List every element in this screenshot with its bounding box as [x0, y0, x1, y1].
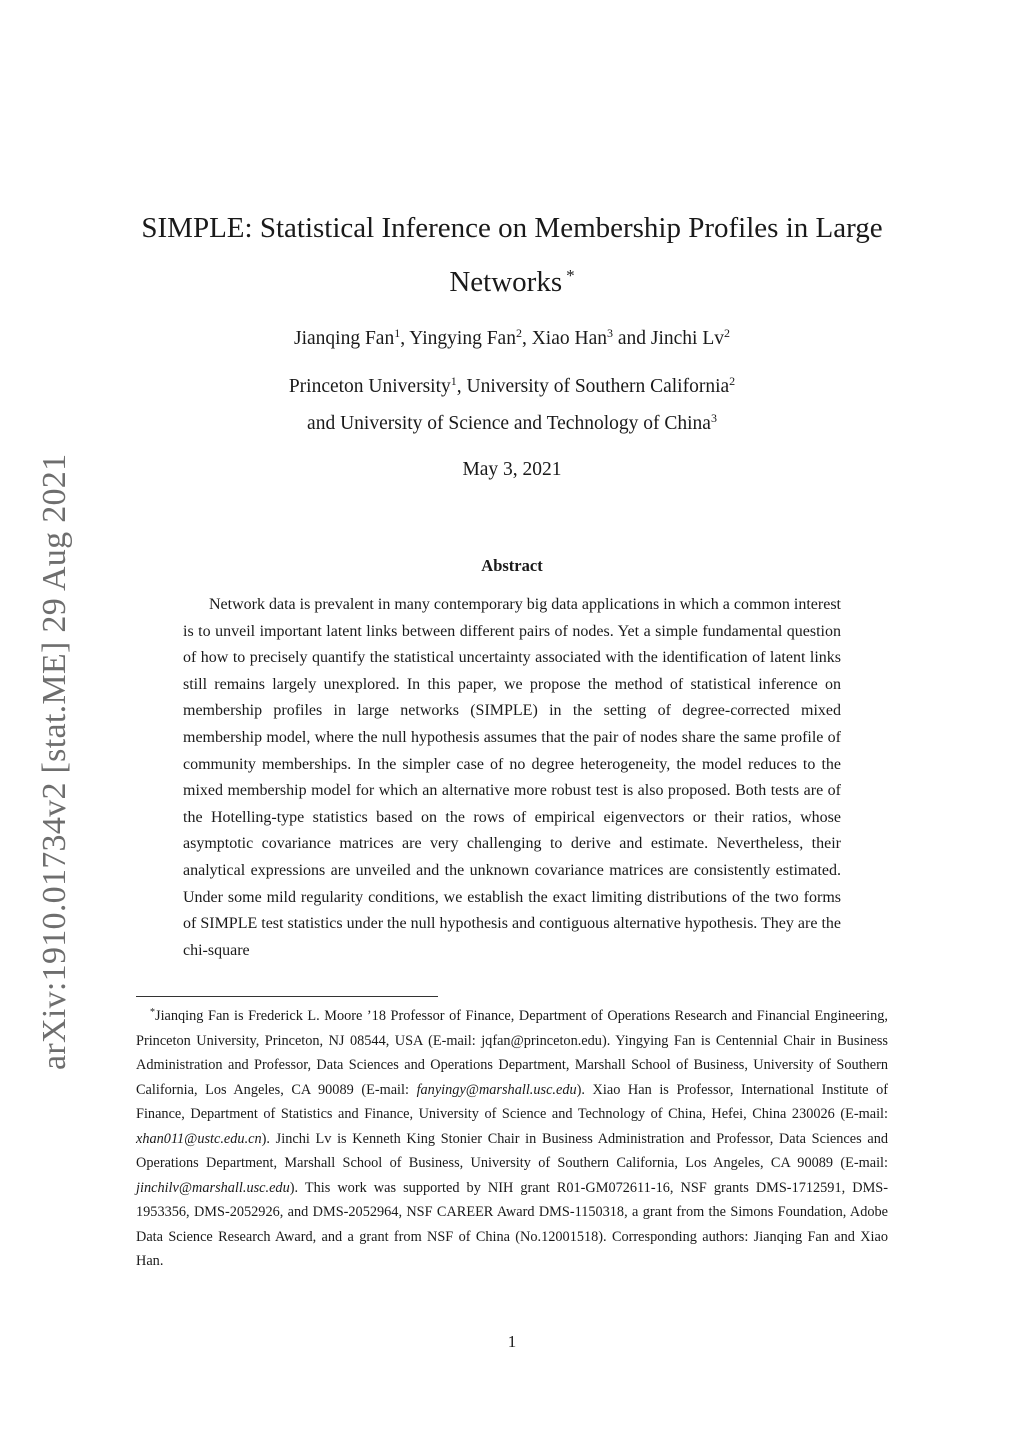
affiliations-line-1 — [110, 374, 914, 398]
title-line-1: SIMPLE: Statistical Inference on Membership Profiles in Large — [141, 212, 883, 244]
author-separator: , — [521, 328, 532, 349]
author-name: Yingying Fan — [409, 328, 516, 349]
author-list — [110, 326, 914, 350]
affiliations-line-2 — [110, 411, 914, 435]
footnote-text: ). Xiao Han is Professor, International Institute of Finance, Department of Statistics and Finance, University of Science and Technology of China, Hefei, China 230026 (E-mail: — [136, 1081, 888, 1122]
affiliation-marker: 2 — [729, 374, 736, 388]
abstract-heading: Abstract — [481, 556, 543, 575]
author-affiliation-marker: 2 — [724, 326, 731, 340]
paper-title — [110, 204, 914, 306]
email-han-xiao: xhan011@ustc.edu.cn — [136, 1130, 262, 1147]
author-name: Jinchi Lv — [650, 328, 725, 349]
affiliation-marker: 1 — [450, 374, 457, 388]
affiliation-name: and University of Science and Technology of China — [307, 413, 711, 434]
author-affiliation-marker: 2 — [515, 326, 522, 340]
arxiv-identifier: arXiv:1910.01734v2 [stat.ME] 29 Aug 2021 — [36, 453, 73, 1070]
footnote-text: ). Jinchi Lv is Kenneth King Stonier Chair in Business Administration and Professor, Data Sciences and Operations Department, Marshall School of Business, University of Southern California, Los Angeles, CA 90089 (E-mail: — [136, 1130, 888, 1171]
email-fan-yingying: fanyingy@marshall.usc.edu — [416, 1081, 577, 1098]
email-lv-jinchi: jinchilv@marshall.usc.edu — [136, 1179, 290, 1196]
title-footnote-marker: * — [566, 266, 575, 285]
abstract-body: Network data is prevalent in many contemporary big data applications in which a common interest is to unveil important latent links between different pairs of nodes. Yet a simple fundamental question of how to precisely quantify the statistical uncertainty associated with the identification of latent links still remains largely unexplored. In this paper, we propose the method of statistical inference on membership profiles in large networks (SIMPLE) in the setting of degree-corrected mixed membership model, where the null hypothesis assumes that the pair of nodes share the same profile of community memberships. In the simpler case of no degree heterogeneity, the model reduces to the mixed membership model for which an alternative more robust test is also proposed. Both tests are of the Hotelling-type statistics based on the rows of empirical eigenvectors or their ratios, whose asymptotic covariance matrices are very challenging to derive and estimate. Nevertheless, their analytical expressions are unveiled and the unknown covariance matrices are consistently estimated. Under some mild regularity conditions, we establish the exact limiting distributions of the two forms of SIMPLE test statistics under the null hypothesis and contiguous alternative hypothesis. They are the chi-square — [183, 596, 841, 959]
author-affiliation-marker: 3 — [606, 326, 613, 340]
affiliation-marker: 3 — [710, 411, 717, 425]
footnote-text: ). This work was supported by NIH grant R01-GM072611-16, NSF grants DMS-1712591, DMS-1953356, DMS-2052926, and DMS-2052964, NSF CAREER Award DMS-1150318, a grant from the Simons Foundation, Adobe Data Science Research Award, and a grant from NSF of China (No.12001518). Corresponding authors: Jianqing Fan and Xiao Han. — [136, 1179, 888, 1269]
title-line-2: Networks — [449, 266, 563, 298]
author-affiliation-marker: 1 — [394, 326, 401, 340]
footnote-text: Jianqing Fan is Frederick L. Moore ’18 Professor of Finance, Department of Operations Research and Financial Engineering, Princeton University, Princeton, NJ 08544, USA (E-mail: jqfan@princeton.edu). Yingying Fan is Centennial Chair in Business Administration and Professor, Data Sciences and Operations Department, Marshall School of Business, University of Southern California, Los Angeles, CA 90089 (E-mail: — [136, 1008, 888, 1098]
footnote-divider — [136, 996, 438, 997]
affiliation-name: University of Southern California — [466, 376, 730, 397]
author-separator: and — [612, 328, 651, 349]
title-footnote — [136, 1001, 888, 1274]
author-name: Xiao Han — [531, 328, 607, 349]
author-name: Jianqing Fan — [293, 328, 395, 349]
affiliation-name: Princeton University — [288, 376, 451, 397]
affiliation-separator: , — [456, 376, 467, 397]
paper-date: May 3, 2021 — [462, 459, 562, 480]
footnote-marker: * — [150, 1007, 155, 1018]
page-number: 1 — [507, 1332, 517, 1351]
author-separator: , — [400, 328, 410, 349]
